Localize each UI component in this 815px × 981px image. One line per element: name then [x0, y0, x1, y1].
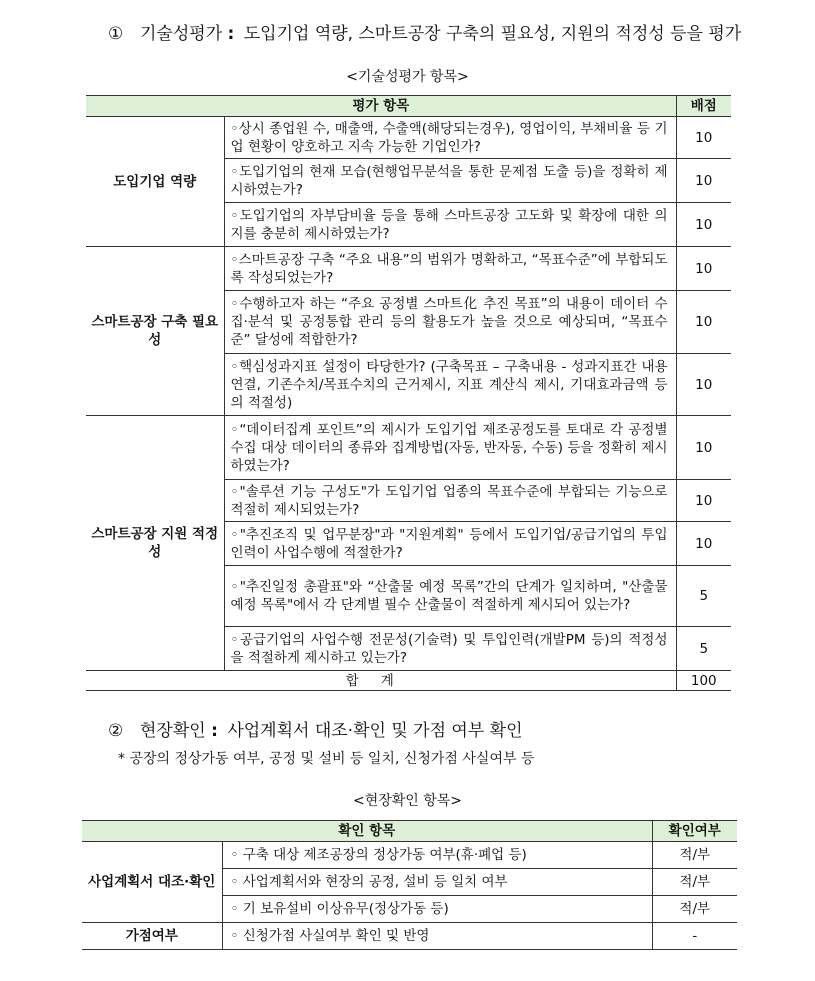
item-cell: ◦ 구축 대상 제조공장의 정상가동 여부(휴·폐업 등): [222, 842, 652, 869]
section2-title: [108, 716, 523, 741]
item-cell: ◦핵심성과지표 설정이 타당한가? (구축목표 – 구축내용 - 성과지표간 내용 연결, 기존수치/목표수치의 근거제시, 지표 계산식 제시, 기대효과금액 등의 적절성): [224, 354, 676, 416]
item-cell: ◦도입기업의 자부담비율 등을 통해 스마트공장 고도화 및 확장에 대한 의지를 충분히 제시하였는가?: [224, 203, 676, 247]
total-row: [86, 671, 731, 691]
score-cell: 10: [676, 354, 731, 416]
item-cell: ◦수행하고자 하는 “주요 공정별 스마트化 추진 목표”의 내용이 데이터 수집·분석 및 공정통합 관리 등의 활용도가 높을 것으로 예상되며, “목표수준” 달성에 적합한가?: [224, 291, 676, 354]
score-cell: 10: [676, 159, 731, 203]
table-row: [86, 117, 731, 159]
table-row: [82, 842, 737, 869]
header-check-status: 확인여부: [652, 821, 737, 842]
table-row: [86, 247, 731, 291]
score-cell: 10: [676, 203, 731, 247]
score-cell: 10: [676, 291, 731, 354]
section2-name: 현장확인: [140, 721, 206, 741]
section2-separator: :: [211, 721, 218, 741]
section1-description: 도입기업 역량, 스마트공장 구축의 필요성, 지원의 적정성 등을 평가: [243, 24, 742, 44]
table1-caption: <기술성평가 항목>: [346, 69, 469, 85]
evaluation-table: [86, 95, 731, 691]
section1-title: [108, 19, 741, 44]
section1-name: 기술성평가: [140, 24, 223, 44]
item-cell: ◦ 사업계획서와 현장의 공정, 설비 등 일치 여부: [222, 869, 652, 896]
item-cell: ◦도입기업의 현재 모습(현행업무분석을 통한 문제점 도출 등)을 정확히 제시하였는가?: [224, 159, 676, 203]
item-cell: ◦ 신청가점 사실여부 확인 및 반영: [222, 923, 652, 950]
item-cell: ◦"추진일정 총괄표"와 “산출물 예정 목록”간의 단계가 일치하며, "산출물 예정 목록"에서 각 단계별 필수 산출물이 적절하게 제시되어 있는가?: [224, 566, 676, 627]
total-label: 합계: [86, 671, 676, 691]
site-check-table-header: [82, 821, 737, 842]
evaluation-table-header: [86, 96, 731, 117]
category-cell: 사업계획서 대조·확인: [82, 842, 222, 923]
table2-caption: <현장확인 항목>: [352, 793, 463, 809]
item-cell: ◦“데이터집계 포인트”의 제시가 도입기업 제조공정도를 토대로 각 공정별 수집 대상 데이터의 종류와 집계방법(자동, 반자동, 수동) 등을 정확히 제시하였는가?: [224, 416, 676, 480]
category-cell: 스마트공장 구축 필요성: [86, 247, 224, 416]
status-cell: 적/부: [652, 869, 737, 896]
score-cell: 10: [676, 522, 731, 566]
score-cell: 10: [676, 117, 731, 159]
category-cell: 스마트공장 지원 적정성: [86, 416, 224, 671]
status-cell: -: [652, 923, 737, 950]
site-check-table: [82, 820, 737, 950]
item-cell: ◦ 기 보유설비 이상유무(정상가동 등): [222, 896, 652, 923]
total-score: 100: [676, 671, 731, 691]
status-cell: 적/부: [652, 842, 737, 869]
category-cell: 가점여부: [82, 923, 222, 950]
section2-description: 사업계획서 대조·확인 및 가점 여부 확인: [227, 721, 523, 741]
table-row: [82, 923, 737, 950]
table-row: [86, 416, 731, 480]
score-cell: 5: [676, 627, 731, 671]
item-cell: ◦"솔루션 기능 구성도"가 도입기업 업종의 목표수준에 부합되는 기능으로 적절히 제시되었는가?: [224, 480, 676, 522]
score-cell: 10: [676, 247, 731, 291]
item-cell: ◦스마트공장 구축 “주요 내용”의 범위가 명확하고, “목표수준”에 부합되도록 작성되었는가?: [224, 247, 676, 291]
score-cell: 10: [676, 416, 731, 480]
header-eval-item: 평가 항목: [86, 96, 676, 117]
section1-number: ①: [108, 24, 124, 44]
item-cell: ◦공급기업의 사업수행 전문성(기술력) 및 투입인력(개발PM 등)의 적정성을 적절하게 제시하고 있는가?: [224, 627, 676, 671]
header-score: 배점: [676, 96, 731, 117]
section1-separator: :: [227, 24, 235, 44]
category-cell: 도입기업 역량: [86, 117, 224, 247]
score-cell: 10: [676, 480, 731, 522]
item-cell: ◦상시 종업원 수, 매출액, 수출액(해당되는경우), 영업이익, 부채비율 등 기업 현황이 양호하고 지속 가능한 기업인가?: [224, 117, 676, 159]
status-cell: 적/부: [652, 896, 737, 923]
section2-note: * 공장의 정상가동 여부, 공정 및 설비 등 일치, 신청가점 사실여부 등: [118, 751, 535, 767]
score-cell: 5: [676, 566, 731, 627]
item-cell: ◦"추진조직 및 업무분장"과 "지원계획" 등에서 도입기업/공급기업의 투입인력이 사업수행에 적절한가?: [224, 522, 676, 566]
header-check-item: 확인 항목: [82, 821, 652, 842]
section2-number: ②: [108, 721, 124, 741]
